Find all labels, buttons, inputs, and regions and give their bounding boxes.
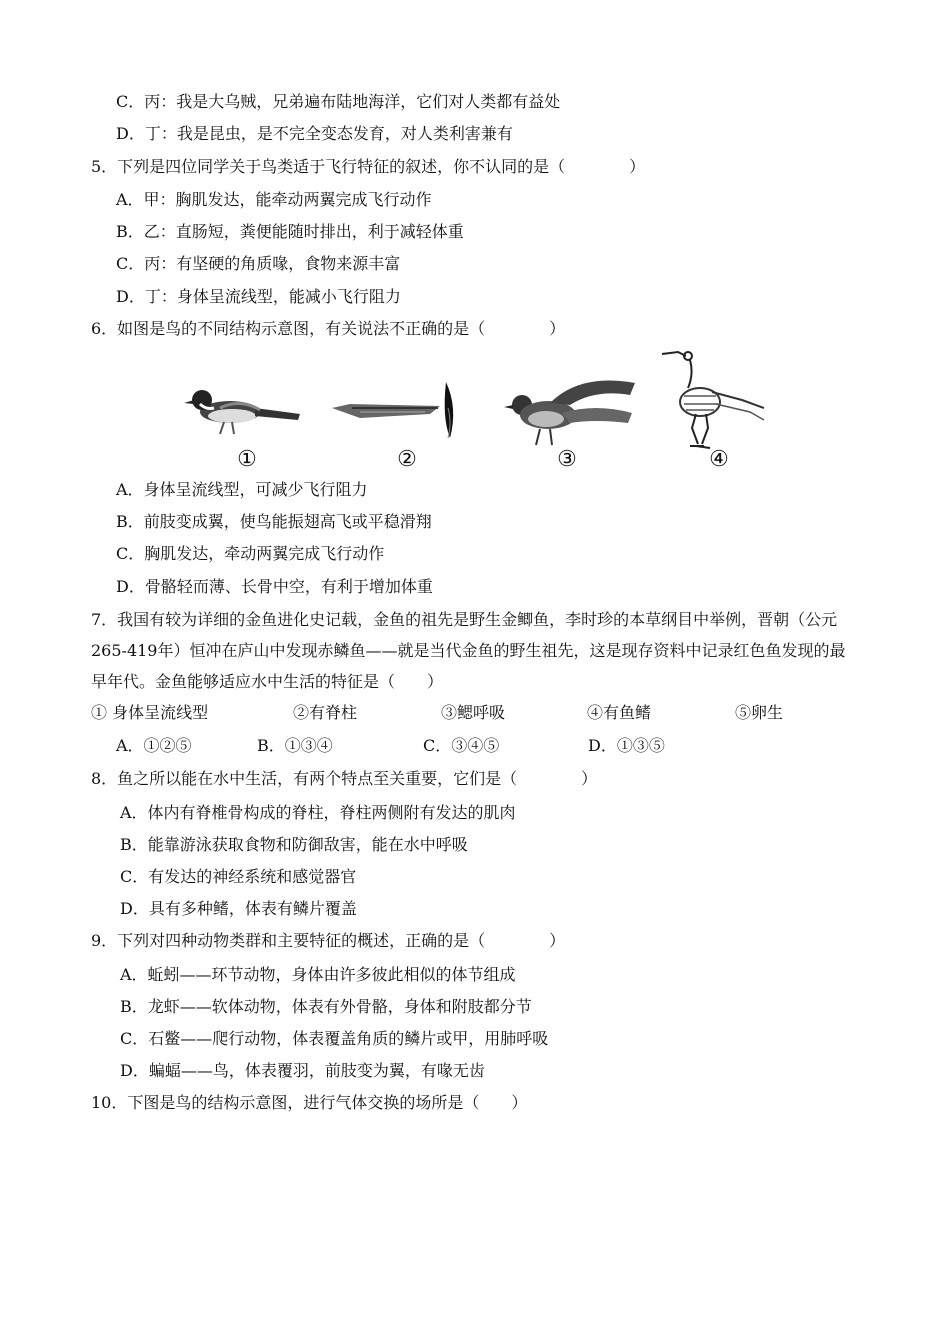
q7-stem: 7．我国有较为详细的金鱼进化史记载，金鱼的祖先是野生金鲫鱼，李时珍的本草纲目中举例，晋朝（公元265-419年）恒冲在庐山中发现赤鳞鱼——就是当代金鱼的野生祖先，这是现存资料中记录红色鱼发现的最早年代。金鱼能够适应水中生活的特征是（ ）: [91, 610, 846, 691]
q9-option-c: C．石鳖——爬行动物，体表覆盖角质的鳞片或甲，用肺呼吸: [120, 1029, 549, 1048]
q7-option-c: C．③④⑤: [423, 736, 500, 755]
q10-stem: 10．下图是鸟的结构示意图，进行气体交换的场所是（ ）: [91, 1093, 528, 1112]
q5-option-c: C．丙：有坚硬的角质喙，食物来源丰富: [116, 254, 401, 273]
q8-option-c: C．有发达的神经系统和感觉器官: [120, 867, 357, 886]
q7-option-d: D．①③⑤: [588, 736, 665, 755]
q7-options-row: [0, 735, 950, 757]
flying-bird-illustration: [500, 373, 640, 448]
q8-option-a: A．体内有脊椎骨构成的脊柱，脊柱两侧附有发达的肌肉: [120, 803, 516, 822]
q7-feature-5: ⑤卵生: [735, 703, 784, 722]
q5-option-a: A．甲：胸肌发达，能牵动两翼完成飞行动作: [116, 190, 432, 209]
q9-stem: 9．下列对四种动物类群和主要特征的概述，正确的是（ ）: [91, 931, 566, 950]
q5-stem: 5．下列是四位同学关于鸟类适于飞行特征的叙述，你不认同的是（ ）: [91, 157, 646, 176]
q7-features-row: [0, 702, 950, 724]
figure-label-2: ②: [397, 447, 417, 472]
q6-option-d: D．骨骼轻而薄、长骨中空，有利于增加体重: [116, 577, 433, 596]
q7-option-a: A．①②⑤: [116, 736, 192, 755]
q7-feature-1: ① 身体呈流线型: [91, 703, 209, 722]
q9-option-a: A．蚯蚓——环节动物，身体由许多彼此相似的体节组成: [120, 965, 516, 984]
bird-body-illustration: [180, 378, 305, 438]
q7-feature-4: ④有鱼鳍: [587, 703, 652, 722]
q5-option-d: D．丁：身体呈流线型，能减小飞行阻力: [116, 287, 401, 306]
figure-label-3: ③: [557, 447, 577, 472]
q6-option-b: B．前肢变成翼，使鸟能振翅高飞或平稳滑翔: [116, 512, 432, 531]
q9-option-d: D．蝙蝠——鸟，体表覆羽，前肢变为翼，有喙无齿: [120, 1061, 485, 1080]
q9-option-b: B．龙虾——软体动物，体表有外骨骼，身体和附肢都分节: [120, 997, 532, 1016]
q6-stem: 6．如图是鸟的不同结构示意图，有关说法不正确的是（ ）: [91, 319, 566, 338]
q4-option-d: D．丁：我是昆虫，是不完全变态发育，对人类利害兼有: [116, 124, 513, 143]
bird-structures-figure: [180, 348, 780, 474]
figure-label-4: ④: [709, 447, 729, 472]
q4-option-c: C．丙：我是大乌贼，兄弟遍布陆地海洋，它们对人类都有益处: [116, 92, 561, 111]
q6-option-c: C．胸肌发达，牵动两翼完成飞行动作: [116, 544, 385, 563]
q5-option-b: B．乙：直肠短，粪便能随时排出，利于减轻体重: [116, 222, 464, 241]
bird-skeleton-illustration: [652, 348, 772, 453]
wing-and-feather-illustration: [330, 378, 465, 443]
q7-feature-2: ②有脊柱: [293, 703, 358, 722]
q7-option-b: B．①③④: [257, 736, 333, 755]
q7-feature-3: ③鳃呼吸: [441, 703, 506, 722]
q6-option-a: A．身体呈流线型，可减少飞行阻力: [116, 480, 368, 499]
q8-stem: 8．鱼之所以能在水中生活，有两个特点至关重要，它们是（ ）: [91, 769, 598, 788]
q8-option-d: D．具有多种鳍，体表有鳞片覆盖: [120, 899, 357, 918]
q8-option-b: B．能靠游泳获取食物和防御敌害，能在水中呼吸: [120, 835, 468, 854]
figure-label-1: ①: [237, 447, 257, 472]
